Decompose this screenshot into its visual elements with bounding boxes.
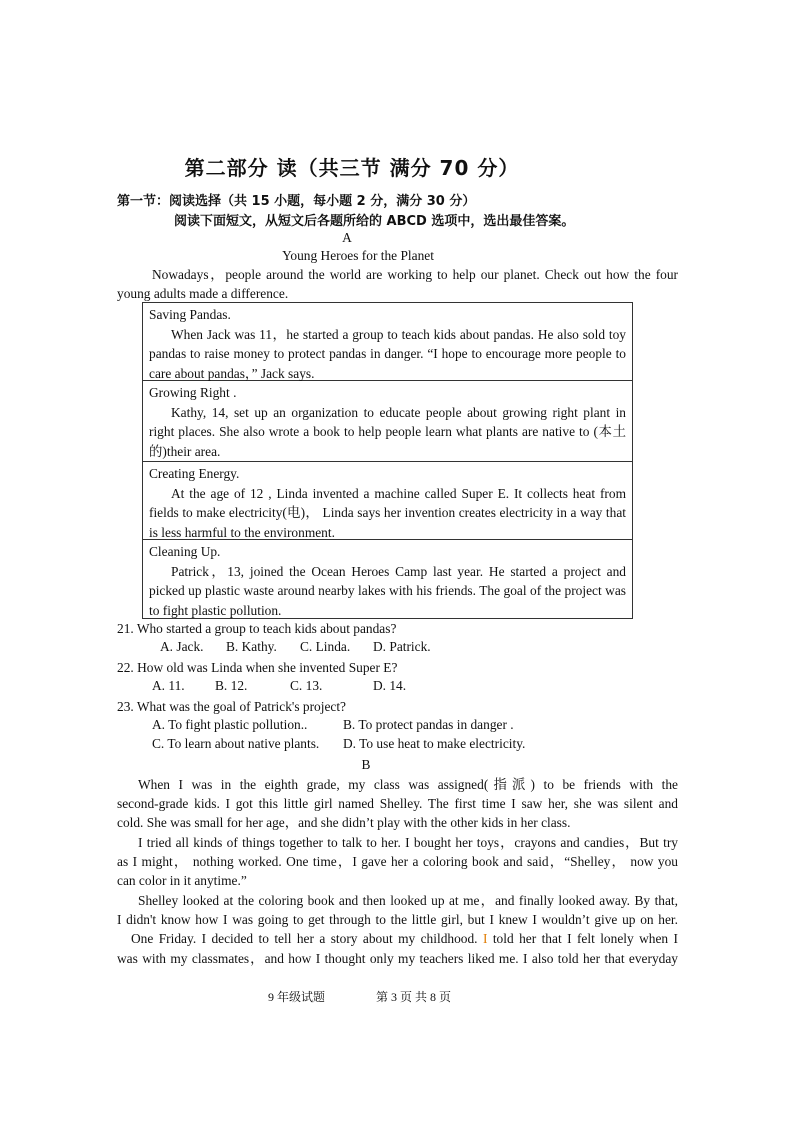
heroes-table: [142, 302, 633, 619]
passage-b-line: was with my classmates，and how I thought only my teachers liked me. I also told her that everyday: [117, 951, 678, 966]
box-body: Kathy, 14, set up an organization to educate people about growing right plant in right places. She also wrote a book to help people learn what plants are native to (本土的)their area.: [149, 404, 626, 459]
box-cleaning-up: [143, 540, 632, 618]
option-c: C. 13.: [290, 678, 323, 693]
question-23-stem: 23. What was the goal of Patrick's project?: [117, 699, 346, 714]
passage-b-line: When I was in the eighth grade, my class was assigned(指派) to be friends with the: [138, 777, 678, 792]
box-title: Creating Energy.: [149, 466, 240, 481]
option-c: C. To learn about native plants.: [152, 736, 320, 751]
option-d: D. Patrick.: [373, 639, 431, 654]
passage-b-line: I didn't know how I was going to get through to the little girl, but I knew I wouldn’t give up on her.: [117, 912, 678, 927]
box-title: Growing Right .: [149, 385, 237, 400]
box-title: Cleaning Up.: [149, 544, 221, 559]
option-c: C. Linda.: [300, 639, 351, 654]
part-title: 第二部分 读（共三节 满分 70 分）: [184, 156, 520, 180]
question-22-options: [0, 678, 794, 698]
option-a: A. 11.: [152, 678, 185, 693]
box-title: Saving Pandas.: [149, 307, 231, 322]
option-d: D. 14.: [373, 678, 407, 693]
option-b: B. Kathy.: [226, 639, 277, 654]
highlighted-word: I: [482, 931, 488, 946]
line-text-after: told her that I felt lonely when I: [492, 931, 678, 946]
box-body: When Jack was 11，he started a group to teach kids about pandas. He also sold toy pandas to raise money to protect pandas in danger. “I hope to encourage more people to care about pandas，” Jack says.: [149, 326, 626, 381]
passage-b-line: I tried all kinds of things together to talk to her. I bought her toys，crayons and candies，But try: [138, 835, 678, 850]
passage-a-label: A: [342, 230, 352, 245]
section-heading: 第一节：阅读选择（共 15 小题，每小题 2 分，满分 30 分）: [117, 194, 476, 209]
passage-a-intro-line1: Nowadays，people around the world are working to help our planet. Check out how the four: [152, 267, 678, 282]
box-body: Patrick，13, joined the Ocean Heroes Camp last year. He started a project and picked up plastic waste around nearby lakes with his friends. The goal of the project was to fight plastic pollution.: [149, 563, 626, 618]
passage-b-label: B: [361, 757, 371, 772]
option-b: B. To protect pandas in danger .: [343, 717, 514, 732]
passage-b-line: can color in it anytime.”: [117, 873, 247, 888]
question-23-options: [0, 717, 794, 757]
box-body: At the age of 12 , Linda invented a machine called Super E. It collects heat from fields to make electricity(电)， Linda says her invention creates electricity in a way that is less harmful to the environment.: [149, 485, 626, 540]
question-21-stem: 21. Who started a group to teach kids about pandas?: [117, 621, 397, 636]
footer-grade: 9 年级试题: [268, 990, 326, 1004]
question-22-stem: 22. How old was Linda when she invented Super E?: [117, 660, 398, 675]
box-creating-energy: [143, 462, 632, 540]
footer-page-number: 第 3 页 共 8 页: [376, 990, 452, 1004]
passage-a-intro-line2: young adults made a difference.: [117, 286, 289, 301]
box-saving-pandas: [143, 303, 632, 381]
passage-b-line: as I might， nothing worked. One time，I gave her a coloring book and said，“Shelley， now you: [117, 854, 678, 869]
section-instruction: 阅读下面短文，从短文后各题所给的 ABCD 选项中，选出最佳答案。: [174, 214, 575, 229]
line-text-before: One Friday. I decided to tell her a story about my childhood.: [131, 931, 478, 946]
passage-a-title: Young Heroes for the Planet: [282, 248, 434, 263]
option-d: D. To use heat to make electricity.: [343, 736, 526, 751]
passage-b-line-highlight: [131, 929, 678, 949]
passage-b-line: cold. She was small for her age，and she didn’t play with the other kids in her class.: [117, 815, 571, 830]
option-a: A. Jack.: [160, 639, 204, 654]
box-growing-right: [143, 381, 632, 462]
passage-b-line: second-grade kids. I got this little girl named Shelley. The first time I saw her, she was silent and: [117, 796, 678, 811]
question-21-options: [0, 639, 794, 659]
option-a: A. To fight plastic pollution..: [152, 717, 308, 732]
option-b: B. 12.: [215, 678, 248, 693]
passage-b-line: Shelley looked at the coloring book and then looked up at me，and finally looked away. By that,: [138, 893, 678, 908]
